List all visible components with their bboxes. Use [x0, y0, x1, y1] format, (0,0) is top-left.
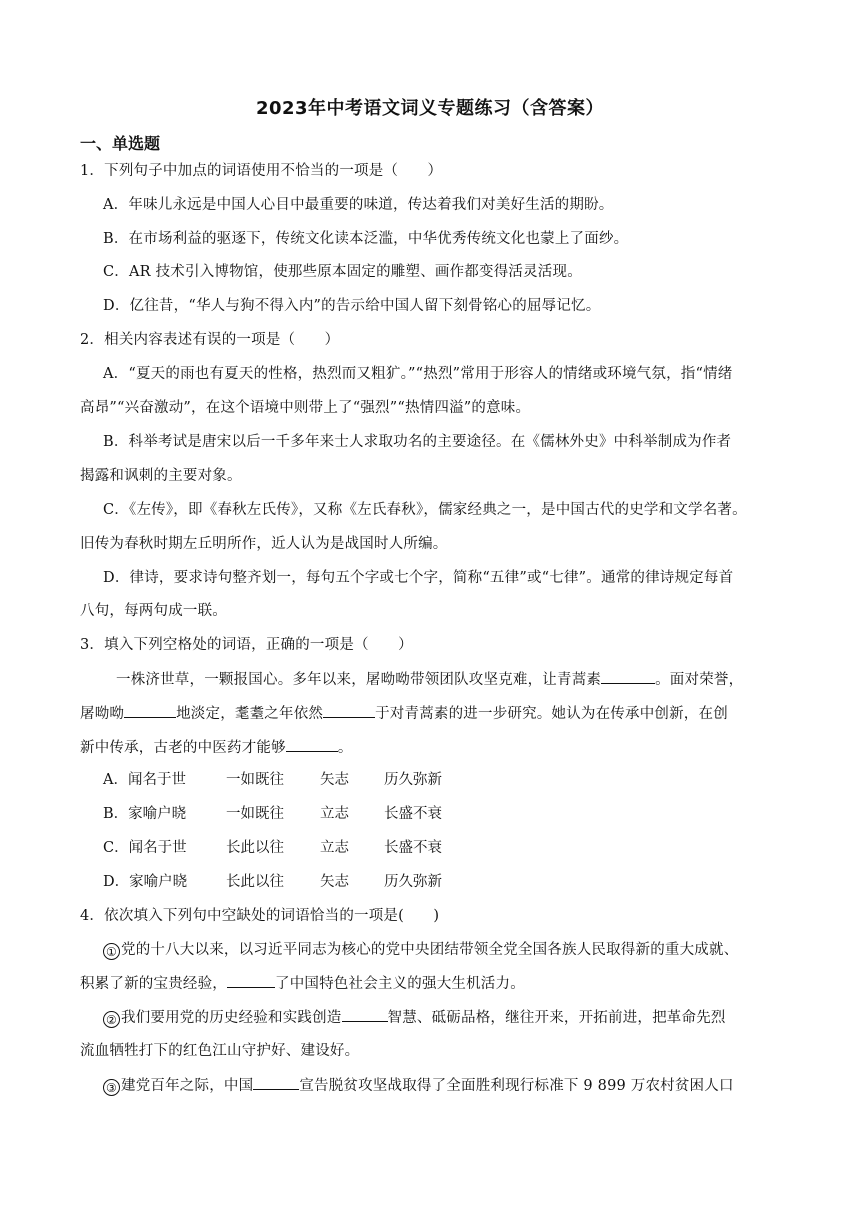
circled-number-1: ①: [103, 943, 120, 960]
fill-blank-4: [286, 737, 338, 752]
option-word: 历久弥新: [384, 874, 442, 890]
passage-text: 地淡定，耄耋之年依然: [176, 706, 324, 722]
q2-option-a-line2: 高昂”“兴奋激动”，在这个语境中则带上了“强烈”“热情四溢”的意味。: [80, 400, 531, 416]
q1-option-a: A．年味儿永远是中国人心目中最重要的味道，传达着我们对美好生活的期盼。: [103, 197, 614, 213]
option-word: 矢志: [320, 874, 349, 890]
option-word: 一如既往: [226, 772, 284, 788]
q3-passage-line3: [80, 737, 780, 758]
q4-sentence-3-line1: [103, 1075, 803, 1096]
fill-blank-3: [323, 703, 375, 718]
passage-text: 于对青蒿素的进一步研究。她认为在传承中创新，在创: [375, 706, 728, 722]
passage-text: 。: [337, 740, 353, 756]
q2-option-c-line2: 旧传为春秋时期左丘明所作，近人认为是战国时人所编。: [80, 536, 448, 552]
option-word: 一如既往: [226, 806, 284, 822]
q3-passage-line1: [116, 669, 816, 690]
option-word: 矢志: [320, 772, 349, 788]
passage-text: 。面对荣誉，: [655, 672, 744, 688]
circled-number-2: ②: [103, 1011, 120, 1028]
sentence-text: 智慧、砥砺品格，继往开来，开拓前进，把革命先烈: [387, 1010, 726, 1026]
sentence-text: 了中国特色社会主义的强大生机活力。: [275, 976, 525, 992]
q2-stem: 2．相关内容表述有误的一项是（ ）: [80, 332, 340, 348]
q2-option-c-line1: C．《左传》，即《春秋左氏传》，又称《左氏春秋》，儒家经典之一，是中国古代的史学和文学名著。: [103, 502, 747, 518]
q4-sentence-1-line2: [80, 973, 780, 994]
q4-sentence-1-line1: [103, 940, 803, 960]
passage-text: 屠呦呦: [80, 706, 125, 722]
option-word: 长此以往: [226, 874, 284, 890]
option-word: C．闻名于世: [103, 840, 187, 856]
option-word: 长盛不衰: [384, 806, 442, 822]
q4-sentence-2-line1: [103, 1007, 803, 1028]
sentence-text: 建党百年之际，中国: [121, 1078, 254, 1094]
q3-passage-line2: [80, 703, 780, 724]
sentence-text: 我们要用党的历史经验和实践创造: [121, 1010, 342, 1026]
q4-sentence-2-line2: 流血牺牲打下的红色江山守护好、建设好。: [80, 1043, 360, 1059]
q2-option-b-line1: B．科举考试是唐宋以后一千多年来士人求取功名的主要途径。在《儒林外史》中科举制成为作者: [103, 434, 732, 450]
q2-option-d-line1: D．律诗，要求诗句整齐划一，每句五个字或七个字，简称“五律”或“七律”。通常的律诗规定每首: [103, 570, 734, 586]
fill-blank: [342, 1007, 388, 1022]
sentence-text: 积累了新的宝贵经验，: [80, 976, 227, 992]
option-word: 长此以往: [226, 840, 284, 856]
option-word: 历久弥新: [384, 772, 442, 788]
option-word: 立志: [320, 840, 349, 856]
page-title: 2023年中考语文词义专题练习（含答案）: [255, 98, 605, 119]
circled-number-3: ③: [103, 1079, 120, 1096]
section-heading: 一、单选题: [80, 134, 161, 153]
sentence-text: 党的十八大以来，以习近平同志为核心的党中央团结带领全党全国各族人民取得新的重大成就、: [121, 942, 739, 958]
option-word: A．闻名于世: [103, 772, 186, 788]
passage-text: 一株济世草，一颗报国心。多年以来，屠呦呦带领团队攻坚克难，让青蒿素: [116, 672, 602, 688]
q1-stem: 1．下列句子中加点的词语使用不恰当的一项是（ ）: [80, 163, 443, 179]
q3-stem: 3．填入下列空格处的词语，正确的一项是（ ）: [80, 637, 413, 653]
option-word: 立志: [320, 806, 349, 822]
option-word: 长盛不衰: [384, 840, 442, 856]
q2-option-b-line2: 揭露和讽刺的主要对象。: [80, 468, 242, 484]
fill-blank-2: [124, 703, 176, 718]
q2-option-a-line1: A．“夏天的雨也有夏天的性格，热烈而又粗犷。”“热烈”常用于形容人的情绪或环境气氛，指“情绪: [103, 366, 733, 382]
fill-blank: [227, 973, 275, 988]
q4-stem: 4．依次填入下列句中空缺处的词语恰当的一项是( ): [80, 908, 440, 924]
option-word: B．家喻户晓: [103, 806, 187, 822]
q2-option-d-line2: 八句，每两句成一联。: [80, 603, 227, 619]
fill-blank: [253, 1075, 299, 1090]
q1-option-b: B．在市场利益的驱逐下，传统文化读本泛滥，中华优秀传统文化也蒙上了面纱。: [103, 231, 629, 247]
passage-text: 新中传承，古老的中医药才能够: [80, 740, 286, 756]
q1-option-d: D．亿往昔，“华人与狗不得入内”的告示给中国人留下刻骨铭心的屈辱记忆。: [103, 298, 601, 314]
fill-blank-1: [601, 669, 655, 684]
option-word: D．家喻户晓: [103, 874, 188, 890]
sentence-text: 宣告脱贫攻坚战取得了全面胜利现行标准下 9 899 万农村贫困人口: [299, 1078, 734, 1094]
q1-option-c: C．AR 技术引入博物馆，使那些原本固定的雕塑、画作都变得活灵活现。: [103, 264, 582, 280]
